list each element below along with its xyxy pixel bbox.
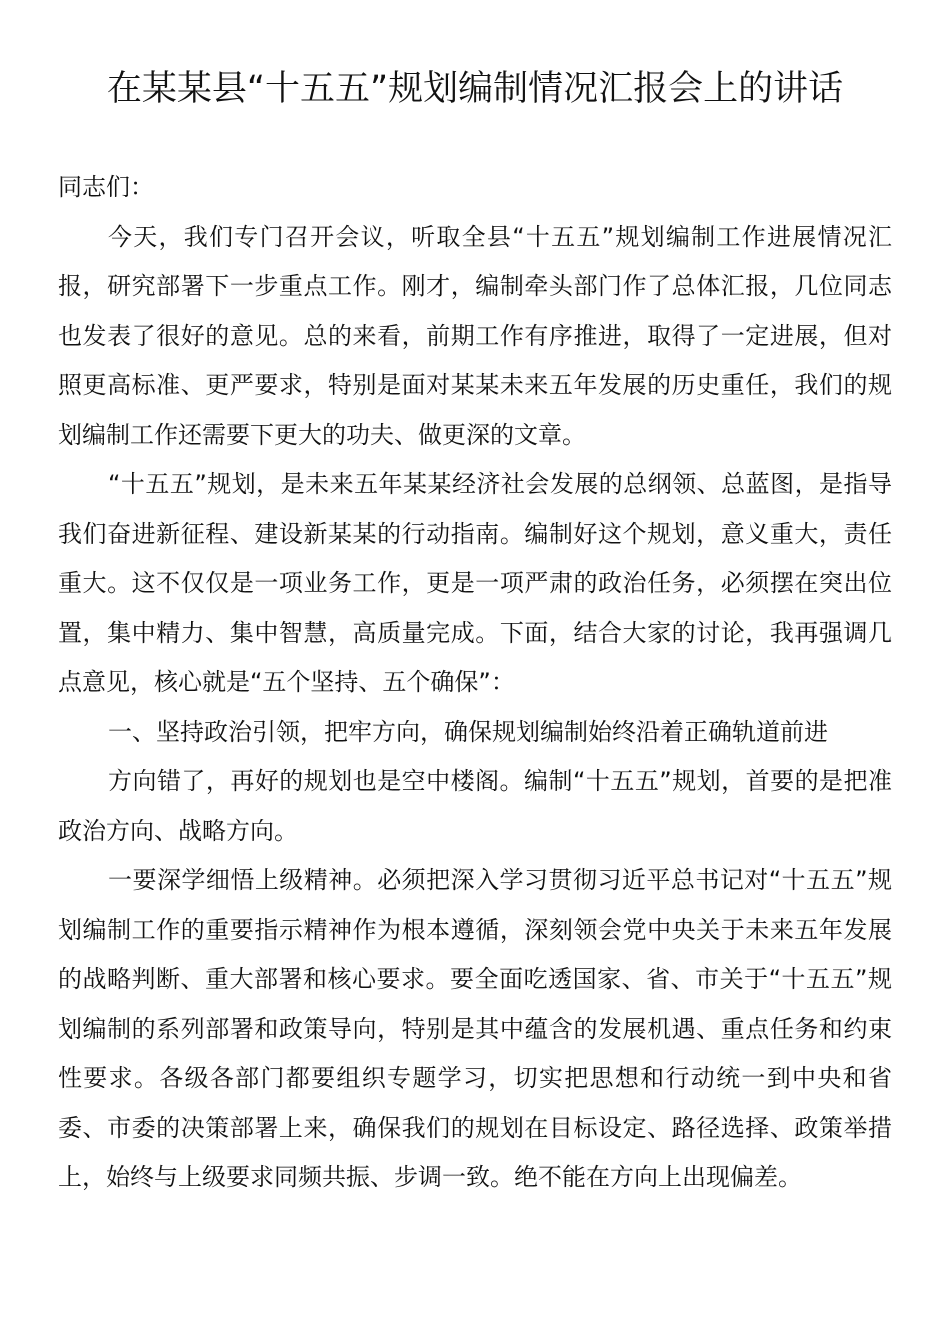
paragraph-opening: 今天，我们专门召开会议，听取全县“十五五”规划编制工作进展情况汇报，研究部署下一步重点工作。刚才，编制牵头部门作了总体汇报，几位同志也发表了很好的意见。总的来看，前期工作有序推进，取得了一定进展，但对照更高标准、更严要求，特别是面对某某未来五年发展的历史重任，我们的规划编制工作还需要下更大的功夫、做更深的文章。 [58,222,892,449]
document-title: 在某某县“十五五”规划编制情况汇报会上的讲话 [106,69,844,109]
section-heading-1: 一、坚持政治引领，把牢方向，确保规划编制始终沿着正确轨道前进 [108,717,828,746]
paragraph-significance: “十五五”规划，是未来五年某某经济社会发展的总纲领、总蓝图，是指导我们奋进新征程、建设新某某的行动指南。编制好这个规划，意义重大，责任重大。这不仅仅是一项业务工作，更是一项严肃的政治任务，必须摆在突出位置，集中精力、集中智慧，高质量完成。下面，结合大家的讨论，我再强调几点意见，核心就是“五个坚持、五个确保”： [58,470,892,696]
document-body [58,163,892,1203]
salutation: 同志们： [58,173,154,201]
paragraph-study-spirit: 一要深学细悟上级精神。必须把深入学习贯彻习近平总书记对“十五五”规划编制工作的重要指示精神作为根本遵循，深刻领会党中央关于未来五年发展的战略判断、重大部署和核心要求。要全面吃透国家、省、市关于“十五五”规划编制的系列部署和政策导向，特别是其中蕴含的发展机遇、重点任务和约束性要求。各级各部门都要组织专题学习，切实把思想和行动统一到中央和省委、市委的决策部署上来，确保我们的规划在目标设定、路径选择、政策举措上，始终与上级要求同频共振、步调一致。绝不能在方向上出现偏差。 [58,866,892,1191]
paragraph-direction: 方向错了，再好的规划也是空中楼阁。编制“十五五”规划，首要的是把准政治方向、战略方向。 [58,767,892,845]
